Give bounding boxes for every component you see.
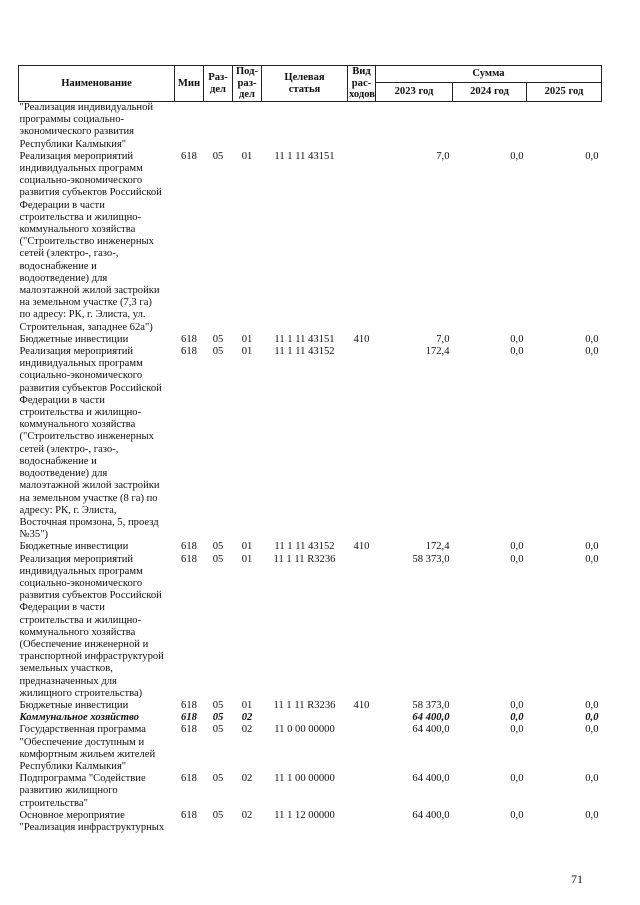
row-2023: 172,4 bbox=[425, 346, 450, 358]
row-min: 618 bbox=[181, 809, 197, 821]
row-target: 11 0 00 00000 bbox=[274, 724, 335, 736]
row-name: Коммунальное хозяйство bbox=[19, 712, 139, 724]
row-min: 618 bbox=[181, 346, 197, 358]
header-min: Мин bbox=[175, 66, 204, 102]
row-target bbox=[262, 102, 348, 151]
row-vid bbox=[348, 102, 376, 151]
row-min: 618 bbox=[181, 541, 197, 553]
row-min: 618 bbox=[181, 773, 197, 785]
row-name: Бюджетные инвестиции bbox=[19, 333, 129, 345]
row-razdel bbox=[204, 102, 233, 151]
row-podrazdel bbox=[233, 102, 262, 151]
table-row bbox=[19, 541, 602, 553]
page-number: 71 bbox=[571, 872, 583, 886]
row-2023: 64 400,0 bbox=[412, 773, 450, 785]
row-2025: 0,0 bbox=[585, 333, 599, 345]
header-target: Целевая статья bbox=[262, 66, 348, 102]
row-vid bbox=[348, 724, 376, 773]
header-2025: 2025 год bbox=[527, 83, 602, 102]
budget-table bbox=[18, 65, 602, 834]
row-2023: 64 400,0 bbox=[412, 809, 450, 821]
row-2024: 0,0 bbox=[510, 333, 524, 345]
row-2025: 0,0 bbox=[585, 541, 599, 553]
row-name: Бюджетные инвестиции bbox=[19, 699, 129, 711]
row-2023: 58 373,0 bbox=[412, 553, 450, 565]
row-2024: 0,0 bbox=[510, 809, 524, 821]
row-min bbox=[175, 102, 204, 151]
row-podrazdel: 01 bbox=[241, 150, 253, 162]
row-min: 618 bbox=[181, 724, 197, 736]
table-row bbox=[19, 773, 602, 810]
row-target: 11 1 12 00000 bbox=[274, 809, 335, 821]
row-2024 bbox=[453, 102, 527, 151]
header-2024: 2024 год bbox=[453, 83, 527, 102]
row-podrazdel: 01 bbox=[241, 699, 253, 711]
row-2024: 0,0 bbox=[510, 553, 524, 565]
row-2024: 0,0 bbox=[510, 724, 524, 736]
row-2024: 0,0 bbox=[510, 699, 524, 711]
row-vid: 410 bbox=[353, 541, 370, 553]
table-row bbox=[19, 700, 602, 712]
row-target: 11 1 11 43151 bbox=[274, 150, 335, 162]
row-2025: 0,0 bbox=[585, 773, 599, 785]
row-name: Бюджетные инвестиции bbox=[19, 541, 129, 553]
row-min: 618 bbox=[181, 699, 197, 711]
row-2023: 7,0 bbox=[436, 333, 450, 345]
row-min: 618 bbox=[181, 553, 197, 565]
row-podrazdel: 02 bbox=[241, 773, 253, 785]
row-name: Подпрограмма "Содействие развитию жилищного строительства" bbox=[19, 773, 146, 809]
row-podrazdel: 02 bbox=[241, 809, 253, 821]
row-vid bbox=[348, 346, 376, 541]
row-name: Основное мероприятие "Реализация инфраструктурных bbox=[19, 809, 165, 833]
row-2025: 0,0 bbox=[585, 712, 599, 724]
row-2024: 0,0 bbox=[510, 712, 524, 724]
row-name: "Реализация индивидуальной программы социально- экономического развития Республики Калмыкия" bbox=[19, 102, 154, 150]
row-min: 618 bbox=[181, 333, 197, 345]
row-vid: 410 bbox=[353, 333, 370, 345]
row-vid bbox=[348, 151, 376, 334]
row-2024: 0,0 bbox=[510, 773, 524, 785]
row-name: Государственная программа "Обеспечение доступным и комфортным жильем жителей Республики Калмыкия" bbox=[19, 724, 156, 772]
row-2025: 0,0 bbox=[585, 809, 599, 821]
row-razdel: 05 bbox=[212, 553, 224, 565]
row-vid bbox=[348, 773, 376, 810]
row-razdel: 05 bbox=[212, 699, 224, 711]
header-vid: Вид рас- ходов bbox=[349, 66, 375, 101]
row-podrazdel: 01 bbox=[241, 333, 253, 345]
row-razdel: 05 bbox=[212, 712, 224, 724]
header-podrazdel: Под- раз- дел bbox=[233, 66, 262, 102]
row-min: 618 bbox=[181, 150, 197, 162]
row-target: 11 1 11 43151 bbox=[274, 333, 335, 345]
table-row bbox=[19, 724, 602, 773]
row-razdel: 05 bbox=[212, 541, 224, 553]
row-2025: 0,0 bbox=[585, 699, 599, 711]
header-name: Наименование bbox=[19, 66, 175, 102]
row-razdel: 05 bbox=[212, 724, 224, 736]
row-target: 11 1 00 00000 bbox=[274, 773, 335, 785]
row-podrazdel: 01 bbox=[241, 541, 253, 553]
row-2023: 64 400,0 bbox=[412, 712, 450, 724]
row-name: Реализация мероприятий индивидуальных программ социально-экономического развития субъектов Российской Федерации в части строительства и жилищно- коммунального хозяйства ("Строительство инженерных сетей (электро-, газо-, водоснабжение и водоотведение) для малоэтажной жилой застройки на земельном участке (8 га) по адресу: РК, г. Элиста, Восточная промзона, 5, проезд №35") bbox=[19, 346, 162, 541]
row-podrazdel: 01 bbox=[241, 553, 253, 565]
row-target: 11 1 11 43152 bbox=[274, 346, 335, 358]
row-2024: 0,0 bbox=[510, 346, 524, 358]
row-2023: 58 373,0 bbox=[412, 699, 450, 711]
row-podrazdel: 02 bbox=[241, 724, 253, 736]
header-2023: 2023 год bbox=[376, 83, 453, 102]
row-target: 11 1 11 43152 bbox=[274, 541, 335, 553]
table-row bbox=[19, 334, 602, 346]
row-2025 bbox=[527, 102, 602, 151]
row-min: 618 bbox=[181, 712, 197, 724]
row-podrazdel: 02 bbox=[241, 712, 253, 724]
row-target bbox=[262, 712, 348, 724]
row-name: Реализация мероприятий индивидуальных программ социально-экономического развития субъектов Российской Федерации в части строительства и жилищно- коммунального хозяйства (Обеспечение инженерной и транспортной инфраструктурой земельных участков, предназначенных для жилищного строительства) bbox=[19, 553, 164, 699]
table-row bbox=[19, 151, 602, 334]
row-2023: 7,0 bbox=[436, 150, 450, 162]
table-row bbox=[19, 346, 602, 541]
row-2025: 0,0 bbox=[585, 150, 599, 162]
row-podrazdel: 01 bbox=[241, 346, 253, 358]
table-header bbox=[19, 66, 602, 102]
row-razdel: 05 bbox=[212, 333, 224, 345]
row-vid bbox=[348, 712, 376, 724]
table-row bbox=[19, 712, 602, 724]
row-vid bbox=[348, 810, 376, 834]
row-razdel: 05 bbox=[212, 346, 224, 358]
row-2025: 0,0 bbox=[585, 724, 599, 736]
row-2025: 0,0 bbox=[585, 553, 599, 565]
header-razdel: Раз- дел bbox=[204, 66, 233, 102]
table-row bbox=[19, 554, 602, 700]
row-vid: 410 bbox=[353, 699, 370, 711]
row-2024: 0,0 bbox=[510, 150, 524, 162]
row-razdel: 05 bbox=[212, 773, 224, 785]
table-row bbox=[19, 810, 602, 834]
row-2023: 64 400,0 bbox=[412, 724, 450, 736]
row-target: 11 1 11 R3236 bbox=[273, 553, 336, 565]
row-2023: 172,4 bbox=[425, 541, 450, 553]
row-name: Реализация мероприятий индивидуальных программ социально-экономического развития субъектов Российской Федерации в части строительства и жилищно- коммунального хозяйства ("Строительство инженерных сетей (электро-, газо-, водоснабжение и водоотведение) для малоэтажной жилой застройки на земельном участке (7,3 га) по адресу: РК, г. Элиста, ул. Строительная, западнее 62а") bbox=[19, 150, 162, 333]
table-body bbox=[19, 102, 602, 835]
row-2024: 0,0 bbox=[510, 541, 524, 553]
table-row bbox=[19, 102, 602, 151]
row-razdel: 05 bbox=[212, 809, 224, 821]
header-sum: Сумма bbox=[376, 66, 602, 83]
row-razdel: 05 bbox=[212, 150, 224, 162]
row-vid bbox=[348, 554, 376, 700]
row-2025: 0,0 bbox=[585, 346, 599, 358]
row-2023 bbox=[376, 102, 453, 151]
row-target: 11 1 11 R3236 bbox=[273, 699, 336, 711]
